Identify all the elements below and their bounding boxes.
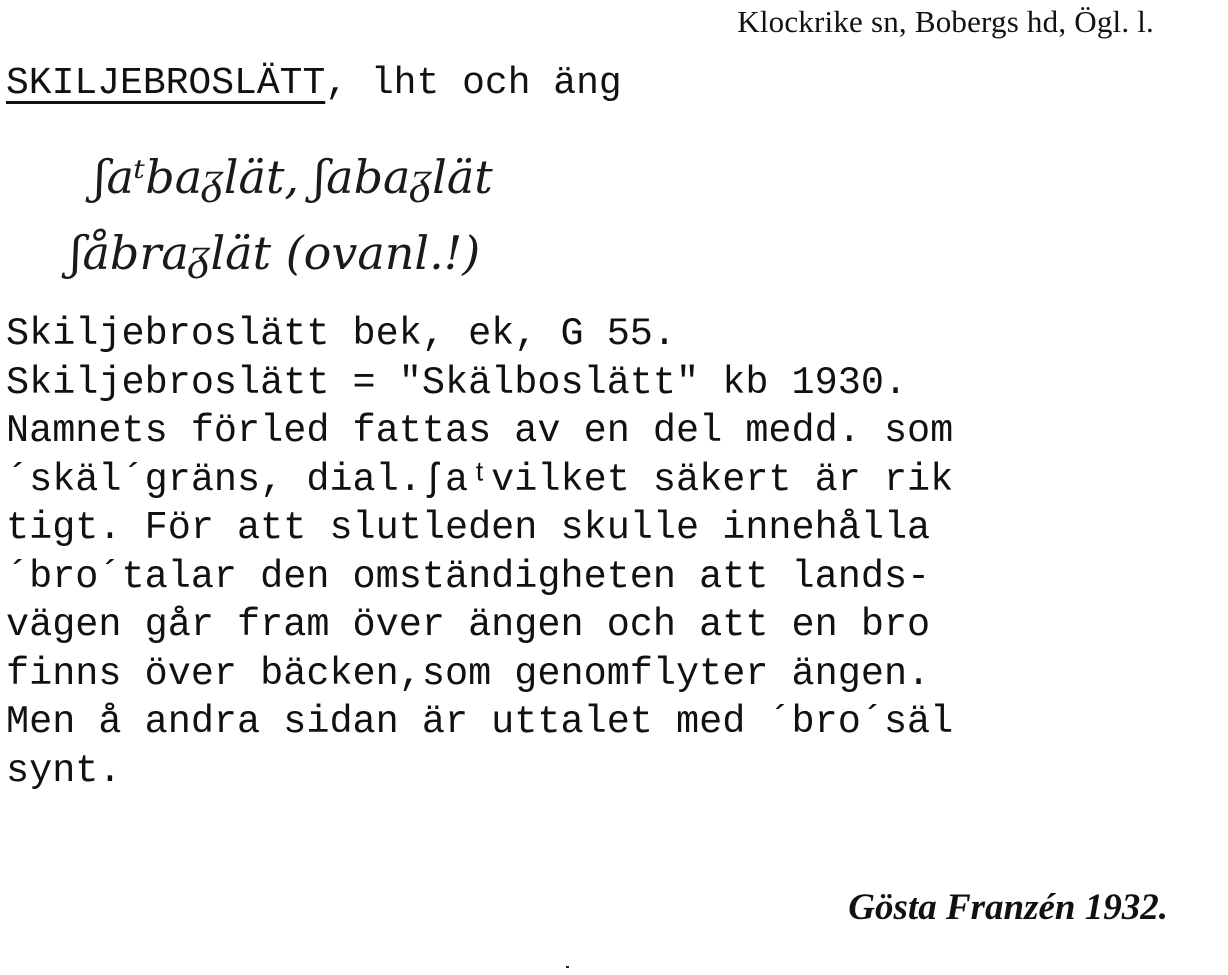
body-line: Men å andra sidan är uttalet med ´bro´säl	[6, 700, 954, 744]
headword: SKILJEBROSLÄTT	[6, 62, 326, 105]
body-line: ´skäl´gräns, dial.ʃaᵗvilket säkert är rik	[6, 457, 954, 502]
body-line: ´bro´talar den omständigheten att lands-	[6, 554, 931, 599]
scan-speck	[566, 966, 569, 968]
location-header: Klockrike sn, Bobergs hd, Ögl. l.	[737, 4, 1154, 39]
body-line: Skiljebroslätt = "Skälboslätt" kb 1930.	[6, 360, 908, 405]
body-line: Skiljebroslätt bek, ek, G 55.	[6, 312, 677, 356]
signature: Gösta Franzén 1932.	[848, 887, 1168, 928]
handwritten-pronunciation-1: ʃaᵗbaᵹlät, ʃabaᵹlät	[94, 150, 493, 204]
body-line: finns över bäcken,som genomflyter ängen.	[6, 651, 931, 696]
handwritten-pronunciation-2: ʃåbraᵹlät (ovanl.!)	[70, 226, 481, 280]
body-line: vägen går fram över ängen och att en bro	[6, 603, 931, 647]
body-line: tigt. För att slutleden skulle innehålla	[6, 506, 931, 550]
headword-suffix: , lht och äng	[325, 62, 622, 105]
body-line: synt.	[6, 748, 122, 793]
card-body-text	[6, 310, 953, 795]
body-line: Namnets förled fattas av en del medd. som	[6, 409, 954, 453]
headword-line	[6, 62, 622, 105]
